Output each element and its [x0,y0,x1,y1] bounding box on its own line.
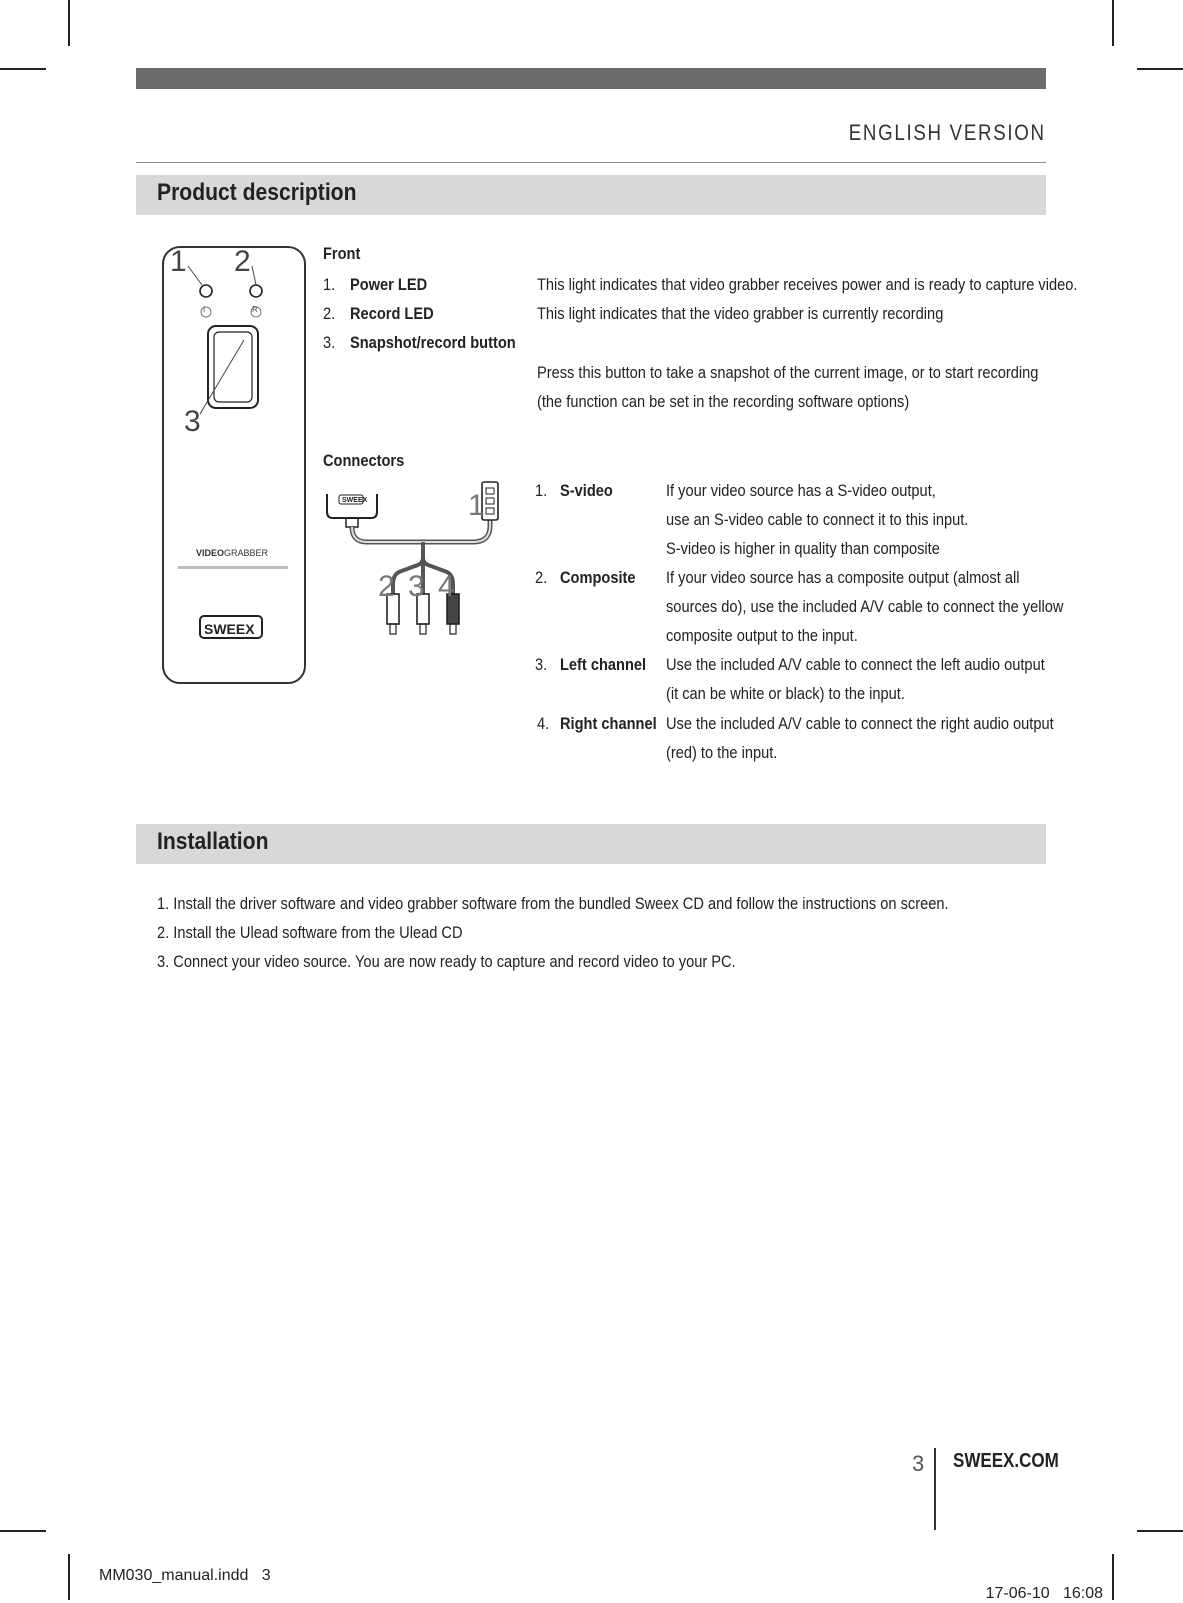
brand-label-bold: VIDEO [196,548,225,558]
print-time-value: 16:08 [1062,1585,1103,1602]
record-led [250,285,262,297]
front-item-num: 3. [323,333,336,352]
section-title-installation: Installation [157,828,269,855]
sweex-logo: SWEEX [204,621,255,637]
device-detail-drawing [160,244,306,684]
front-item-name: Record LED [350,304,434,323]
section-bar-installation [136,824,1046,864]
language-label: ENGLISH VERSION [849,120,1046,145]
device-brand-label [196,548,268,558]
footer-divider [934,1448,936,1530]
crop-mark [0,68,46,70]
connector-name: Right channel [560,714,657,733]
connector-line: If your video source has a composite output (almost all [666,568,1020,587]
site-label: SWEEX.COM [953,1450,1059,1472]
front-heading: Front [323,244,361,263]
file-name: MM030_manual.indd 3 [99,1567,271,1584]
front-item-desc-line: (the function can be set in the recording software options) [537,392,910,411]
cable-label-2: 2 [378,570,395,603]
crop-mark [1137,68,1183,70]
header-divider [136,162,1046,163]
installation-step: 2. Install the Ulead software from the Ulead CD [157,923,463,942]
front-item-desc-line: Press this button to take a snapshot of the current image, or to start recording [537,363,1039,382]
device-label-3: 3 [184,405,201,438]
record-led-symbol: R [252,305,258,314]
connector-line: If your video source has a S-video output, [666,481,936,500]
front-item-name: Power LED [350,275,428,294]
crop-mark [1112,1554,1114,1600]
connector-name: S-video [560,481,613,500]
crop-mark [1112,0,1114,46]
connector-line: (red) to the input. [666,743,778,762]
front-item-name: Snapshot/record button [350,333,516,352]
cable-label-4: 4 [438,570,455,603]
front-item-num: 1. [323,275,336,294]
device-label-1: 1 [170,245,187,278]
installation-step: 1. Install the driver software and video grabber software from the bundled Sweex CD and follow the instructions on screen. [157,894,949,913]
crop-mark [0,1530,46,1532]
page-number: 3 [912,1451,925,1476]
connector-line: (it can be white or black) to the input. [666,684,905,703]
connectors-heading: Connectors [323,451,405,470]
print-date-value: 17-06-10 [985,1585,1050,1602]
connector-name: Left channel [560,655,647,674]
front-item-num: 2. [323,304,336,323]
crop-mark [68,0,70,46]
cable-label-1: 1 [468,489,485,522]
section-title-product: Product description [157,179,357,206]
installation-step: 3. Connect your video source. You are now ready to capture and record video to your PC. [157,952,736,971]
connector-num: 3. [535,655,548,674]
connector-line: S-video is higher in quality than composite [666,539,940,558]
snapshot-button [208,326,258,408]
header-bar [136,68,1046,89]
connector-num: 4. [537,714,550,733]
connector-line: use an S-video cable to connect it to this input. [666,510,969,529]
cable-label-3: 3 [408,570,425,603]
front-item-desc: This light indicates that the video grabber is currently recording [537,304,944,323]
device-label-2: 2 [234,245,251,278]
power-led-symbol: I [203,305,206,314]
connector-num: 2. [535,568,548,587]
connector-name: Composite [560,568,636,587]
connector-line: composite output to the input. [666,626,858,645]
connector-line: Use the included A/V cable to connect the right audio output [666,714,1054,733]
power-led [200,285,212,297]
cable-logo: SWEEX [342,497,368,504]
front-item-desc: This light indicates that video grabber receives power and is ready to capture video. [537,275,1078,294]
connector-line: sources do), use the included A/V cable to connect the yellow [666,597,1064,616]
connector-num: 1. [535,481,548,500]
brand-label-rest: GRABBER [224,548,269,558]
print-date [977,1567,1103,1603]
crop-mark [68,1554,70,1600]
connector-line: Use the included A/V cable to connect the left audio output [666,655,1045,674]
crop-mark [1137,1530,1183,1532]
